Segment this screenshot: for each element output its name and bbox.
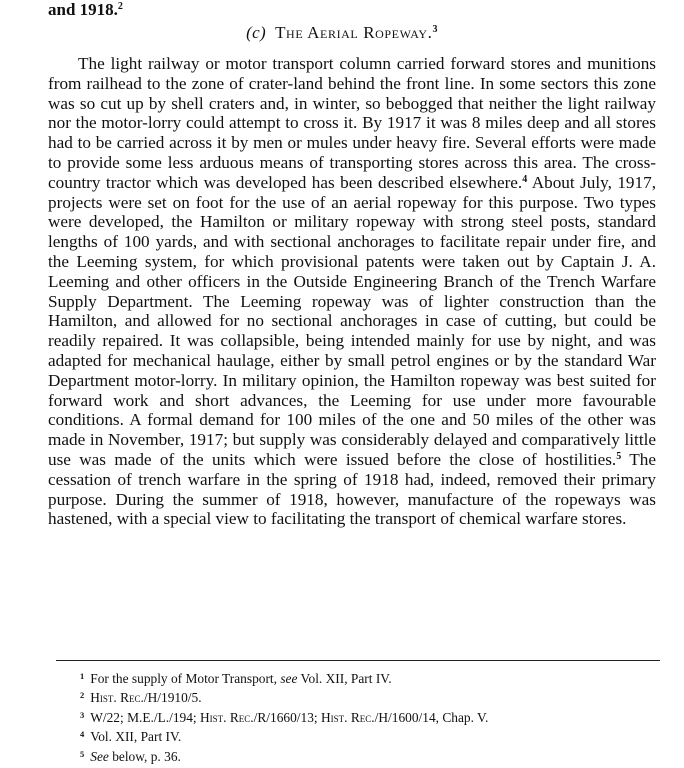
footnote-ref-4[interactable]: 4 [522,173,528,185]
footnote-mark: 5 [80,748,85,759]
footnote-1: $^1$ For the supply of Motor Transport, see Vol. XII, Part IV. [80,671,392,686]
footnote-2: $^2$ Hist. Rec./H/1910/5. [80,690,202,706]
previous-text-fragment: and 1918.$^2$ [48,0,123,19]
paragraph: The light railway or motor transport column carried forward stores and munitions from railhead to the zone of crater-land behind the front line. In some sectors this zone was so cut up by shell craters and, in winter, so bebogged that neither the light railway nor the motor-lorry could attempt to cross it. By 1917 it was 8 miles deep and all stores had to be carried across it by men or mules under heavy fire. Several efforts were made to provide some less arduous means of transporting stores across this area. The cross-country tractor which was developed has been described elsewhere.$^4$ About July, 1917, projects were set on foot for the use of an aerial ropeway for this purpose. Two types were developed, the Hamilton or military ropeway with strong steel posts, standard lengths of 100 yards, and with sectional anchorages to facilitate repair under fire, and the Leeming system, for which provisional patents were taken out by Captain J. A. Leeming and other officers in the Outside Engineering Branch of the Trench Warfare Supply Department. The Leeming ropeway was of lighter construction than the Hamilton, and allowed for no sectional anchorages in case of cutting, but could be readily repaired. It was collapsible, being intended mainly for use by night, and was adapted for mechanical haulage, either by small petrol engines or by the standard War Department motor-lorry. In military opinion, the Hamilton ropeway was best suited for forward work and short advances, the Leeming for use under more favourable conditions. A formal demand for 100 miles of the one and 50 miles of the other was made in November, 1917; but supply was considerably delayed and comparatively little use was made of the units which were issued before the close of hostilities.$^5$ The cessation of trench warfare in the spring of 1918 had, indeed, removed their primary purpose. During the summer of 1918, however, manufacture of the ropeways was hastened, with a special view to facilitating the transport of chemical warfare stores. [48,54,656,529]
footnote-mark: 4 [80,729,85,740]
footnote-4: $^4$ Vol. XII, Part IV. [80,729,182,745]
body-text [48,54,656,529]
section-heading [0,22,684,44]
footnote-ref-5[interactable]: 5 [616,450,622,462]
section-letter: (c) [246,23,266,42]
section-title: The Aerial Ropeway. [275,23,433,42]
footnote-mark: 3 [80,709,85,720]
footnote-ref-2[interactable]: 2 [117,1,123,12]
footnotes [80,668,670,765]
footnote-mark: 2 [80,690,85,701]
footnote-divider [56,660,660,661]
footnote-mark: 1 [80,671,85,681]
footnote-ref-3[interactable]: 3 [432,24,438,35]
footnote-5: $^5$ See below, p. 36. [80,748,181,764]
footnote-3: $^3$ W/22; M.E./L./194; Hist. Rec./R/1660/13; Hist. Rec./H/1600/14, Chap. V. [80,709,489,725]
